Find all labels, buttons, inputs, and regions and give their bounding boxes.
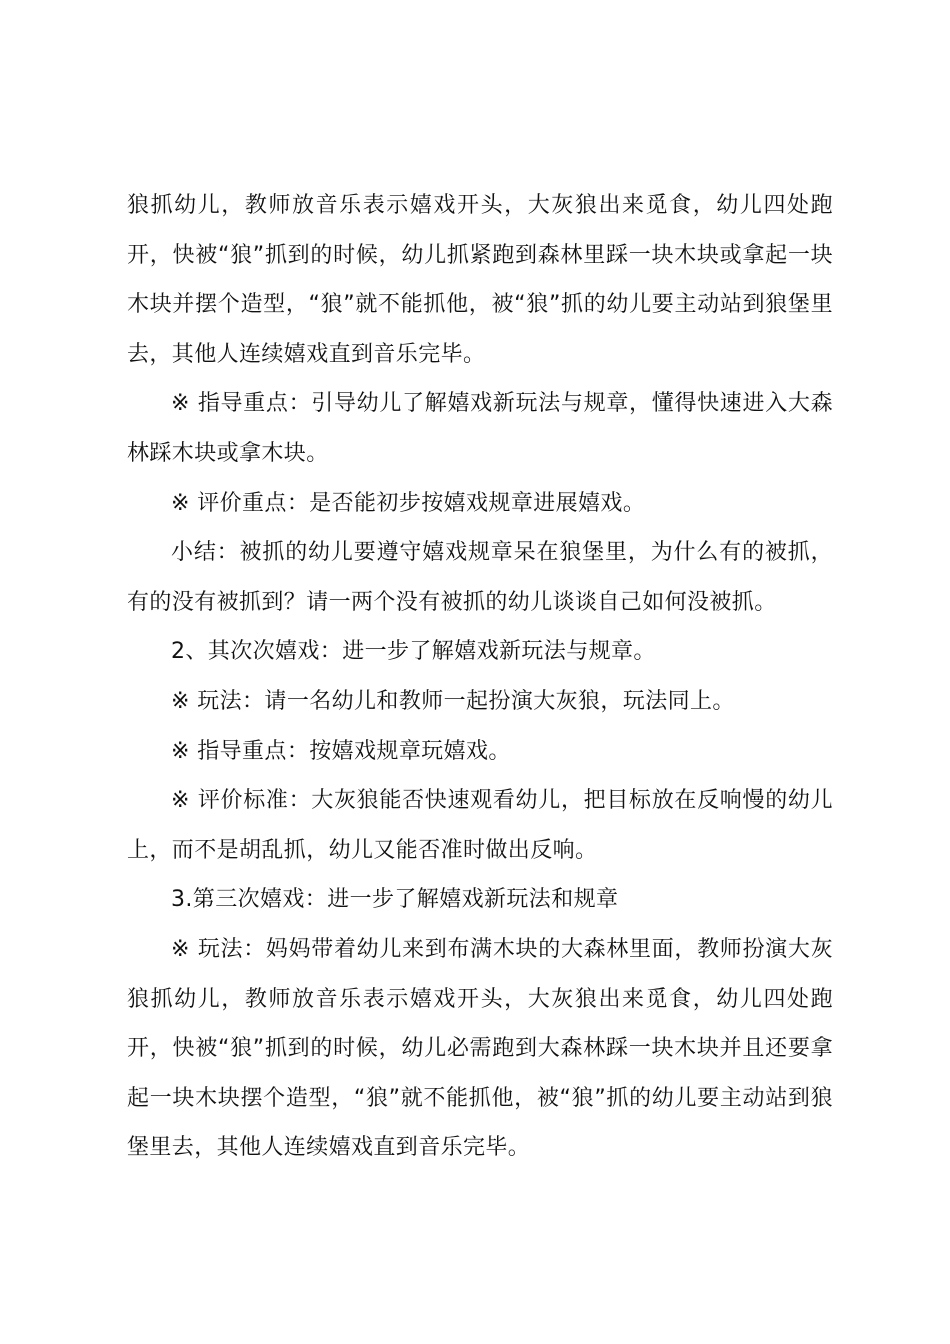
paragraph-6: ※ 玩法：请一名幼儿和教师一起扮演大灰狼，玩法同上。 bbox=[171, 688, 735, 714]
paragraph-7: ※ 指导重点：按嬉戏规章玩嬉戏。 bbox=[171, 738, 511, 764]
paragraph-1: 狼抓幼儿，教师放音乐表示嬉戏开头，大灰狼出来觅食，幼儿四处跑开，快被“狼”抓到的时候，幼儿抓紧跑到森林里踩一块木块或拿起一块木块并摆个造型，“狼”就不能抓他，被“狼”抓的幼儿要主动站到狼堡里去，其他人连续嬉戏直到音乐完毕。 bbox=[127, 193, 833, 367]
paragraph-2: ※ 指导重点：引导幼儿了解嬉戏新玩法与规章，懂得快速进入大森林踩木块或拿木块。 bbox=[127, 391, 833, 466]
document-page bbox=[127, 181, 833, 1173]
paragraph-8: ※ 评价标准：大灰狼能否快速观看幼儿，把目标放在反响慢的幼儿上，而不是胡乱抓，幼儿又能否准时做出反响。 bbox=[127, 788, 833, 863]
paragraph-10: ※ 玩法：妈妈带着幼儿来到布满木块的大森林里面，教师扮演大灰狼抓幼儿，教师放音乐表示嬉戏开头，大灰狼出来觅食，幼儿四处跑开，快被“狼”抓到的时候，幼儿必需跑到大森林踩一块木块并且还要拿起一块木块摆个造型，“狼”就不能抓他，被“狼”抓的幼儿要主动站到狼堡里去，其他人连续嬉戏直到音乐完毕。 bbox=[127, 936, 833, 1161]
paragraph-3: ※ 评价重点：是否能初步按嬉戏规章进展嬉戏。 bbox=[171, 490, 646, 516]
paragraph-4: 小结：被抓的幼儿要遵守嬉戏规章呆在狼堡里，为什么有的被抓，有的没有被抓到？请一两个没有被抓的幼儿谈谈自己如何没被抓。 bbox=[127, 540, 833, 615]
paragraph-5: 2、其次次嬉戏：进一步了解嬉戏新玩法与规章。 bbox=[171, 639, 656, 665]
paragraph-9: 3.第三次嬉戏：进一步了解嬉戏新玩法和规章 bbox=[171, 887, 619, 913]
